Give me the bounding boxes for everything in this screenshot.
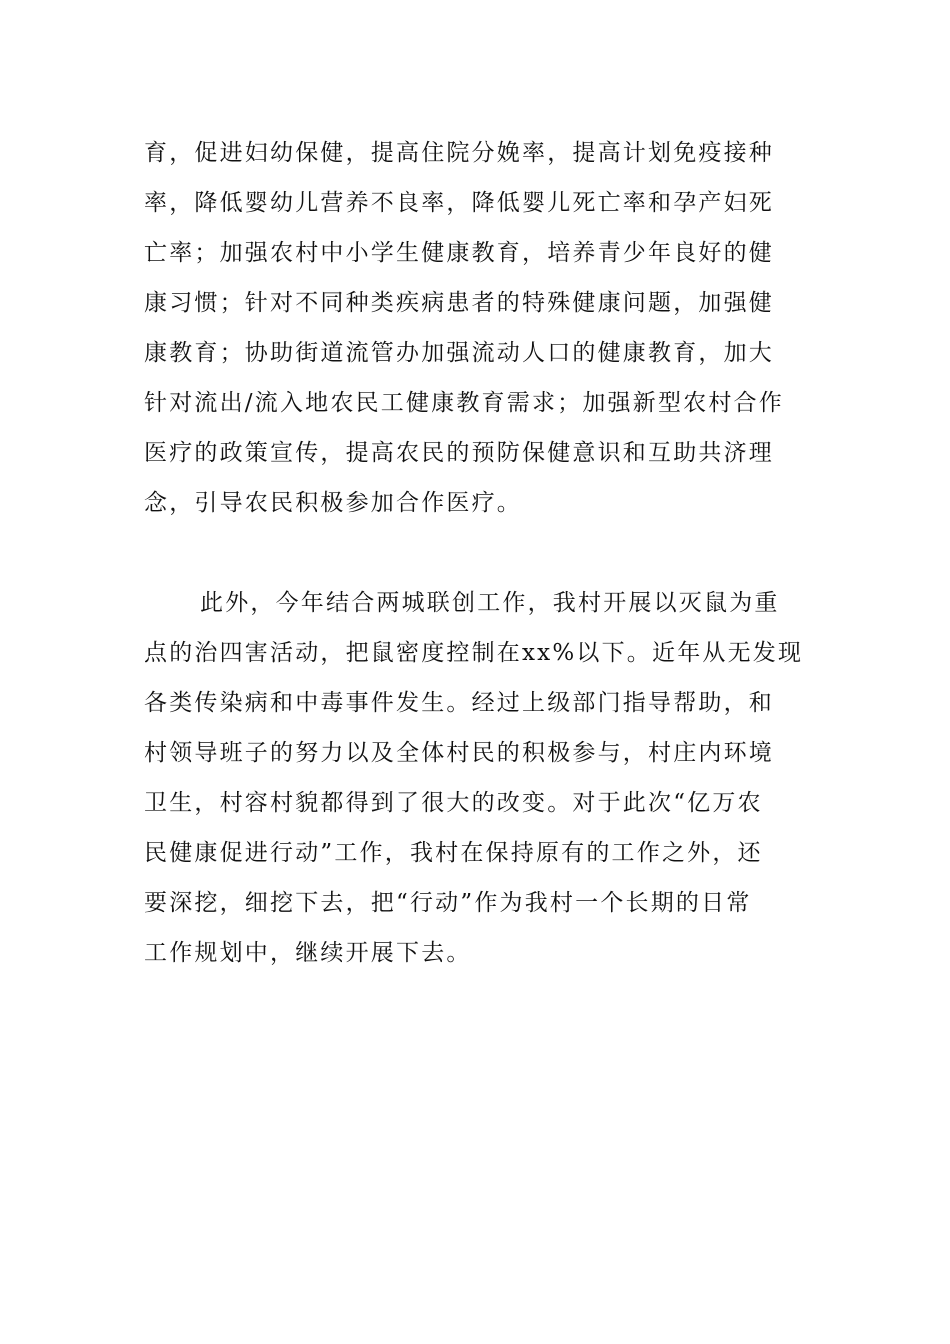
paragraph-line: 医疗的政策宣传，提高农民的预防保健意识和互助共济理 (144, 440, 774, 466)
paragraph-line: 康教育；协助街道流管办加强流动人口的健康教育，加大 (144, 340, 774, 366)
paragraph-line: 民健康促进行动”工作，我村在保持原有的工作之外，还 (144, 840, 763, 866)
paragraph-line: 针对流出/流入地农民工健康教育需求；加强新型农村合作 (144, 390, 784, 416)
paragraph-line: 率，降低婴幼儿营养不良率，降低婴儿死亡率和孕产妇死 (144, 190, 774, 216)
paragraph-line: 康习惯；针对不同种类疾病患者的特殊健康问题，加强健 (144, 290, 774, 316)
paragraph-first-line: 此外，今年结合两城联创工作，我村开展以灭鼠为重 (200, 590, 780, 616)
paragraph-line: 育，促进妇幼保健，提高住院分娩率，提高计划免疫接种 (144, 140, 774, 166)
paragraph-line: 念，引导农民积极参加合作医疗。 (144, 490, 522, 516)
paragraph-line: 要深挖，细挖下去，把“行动”作为我村一个长期的日常 (144, 890, 752, 916)
paragraph-line: 亡率；加强农村中小学生健康教育，培养青少年良好的健 (144, 240, 774, 266)
paragraph-line: 各类传染病和中毒事件发生。经过上级部门指导帮助，和 (144, 690, 774, 716)
paragraph-line: 卫生，村容村貌都得到了很大的改变。对于此次“亿万农 (144, 790, 763, 816)
paragraph-line: 点的治四害活动，把鼠密度控制在xx%以下。近年从无发现 (144, 640, 804, 666)
paragraph-line: 工作规划中，继续开展下去。 (144, 940, 472, 966)
paragraph-line: 村领导班子的努力以及全体村民的积极参与，村庄内环境 (144, 740, 774, 766)
